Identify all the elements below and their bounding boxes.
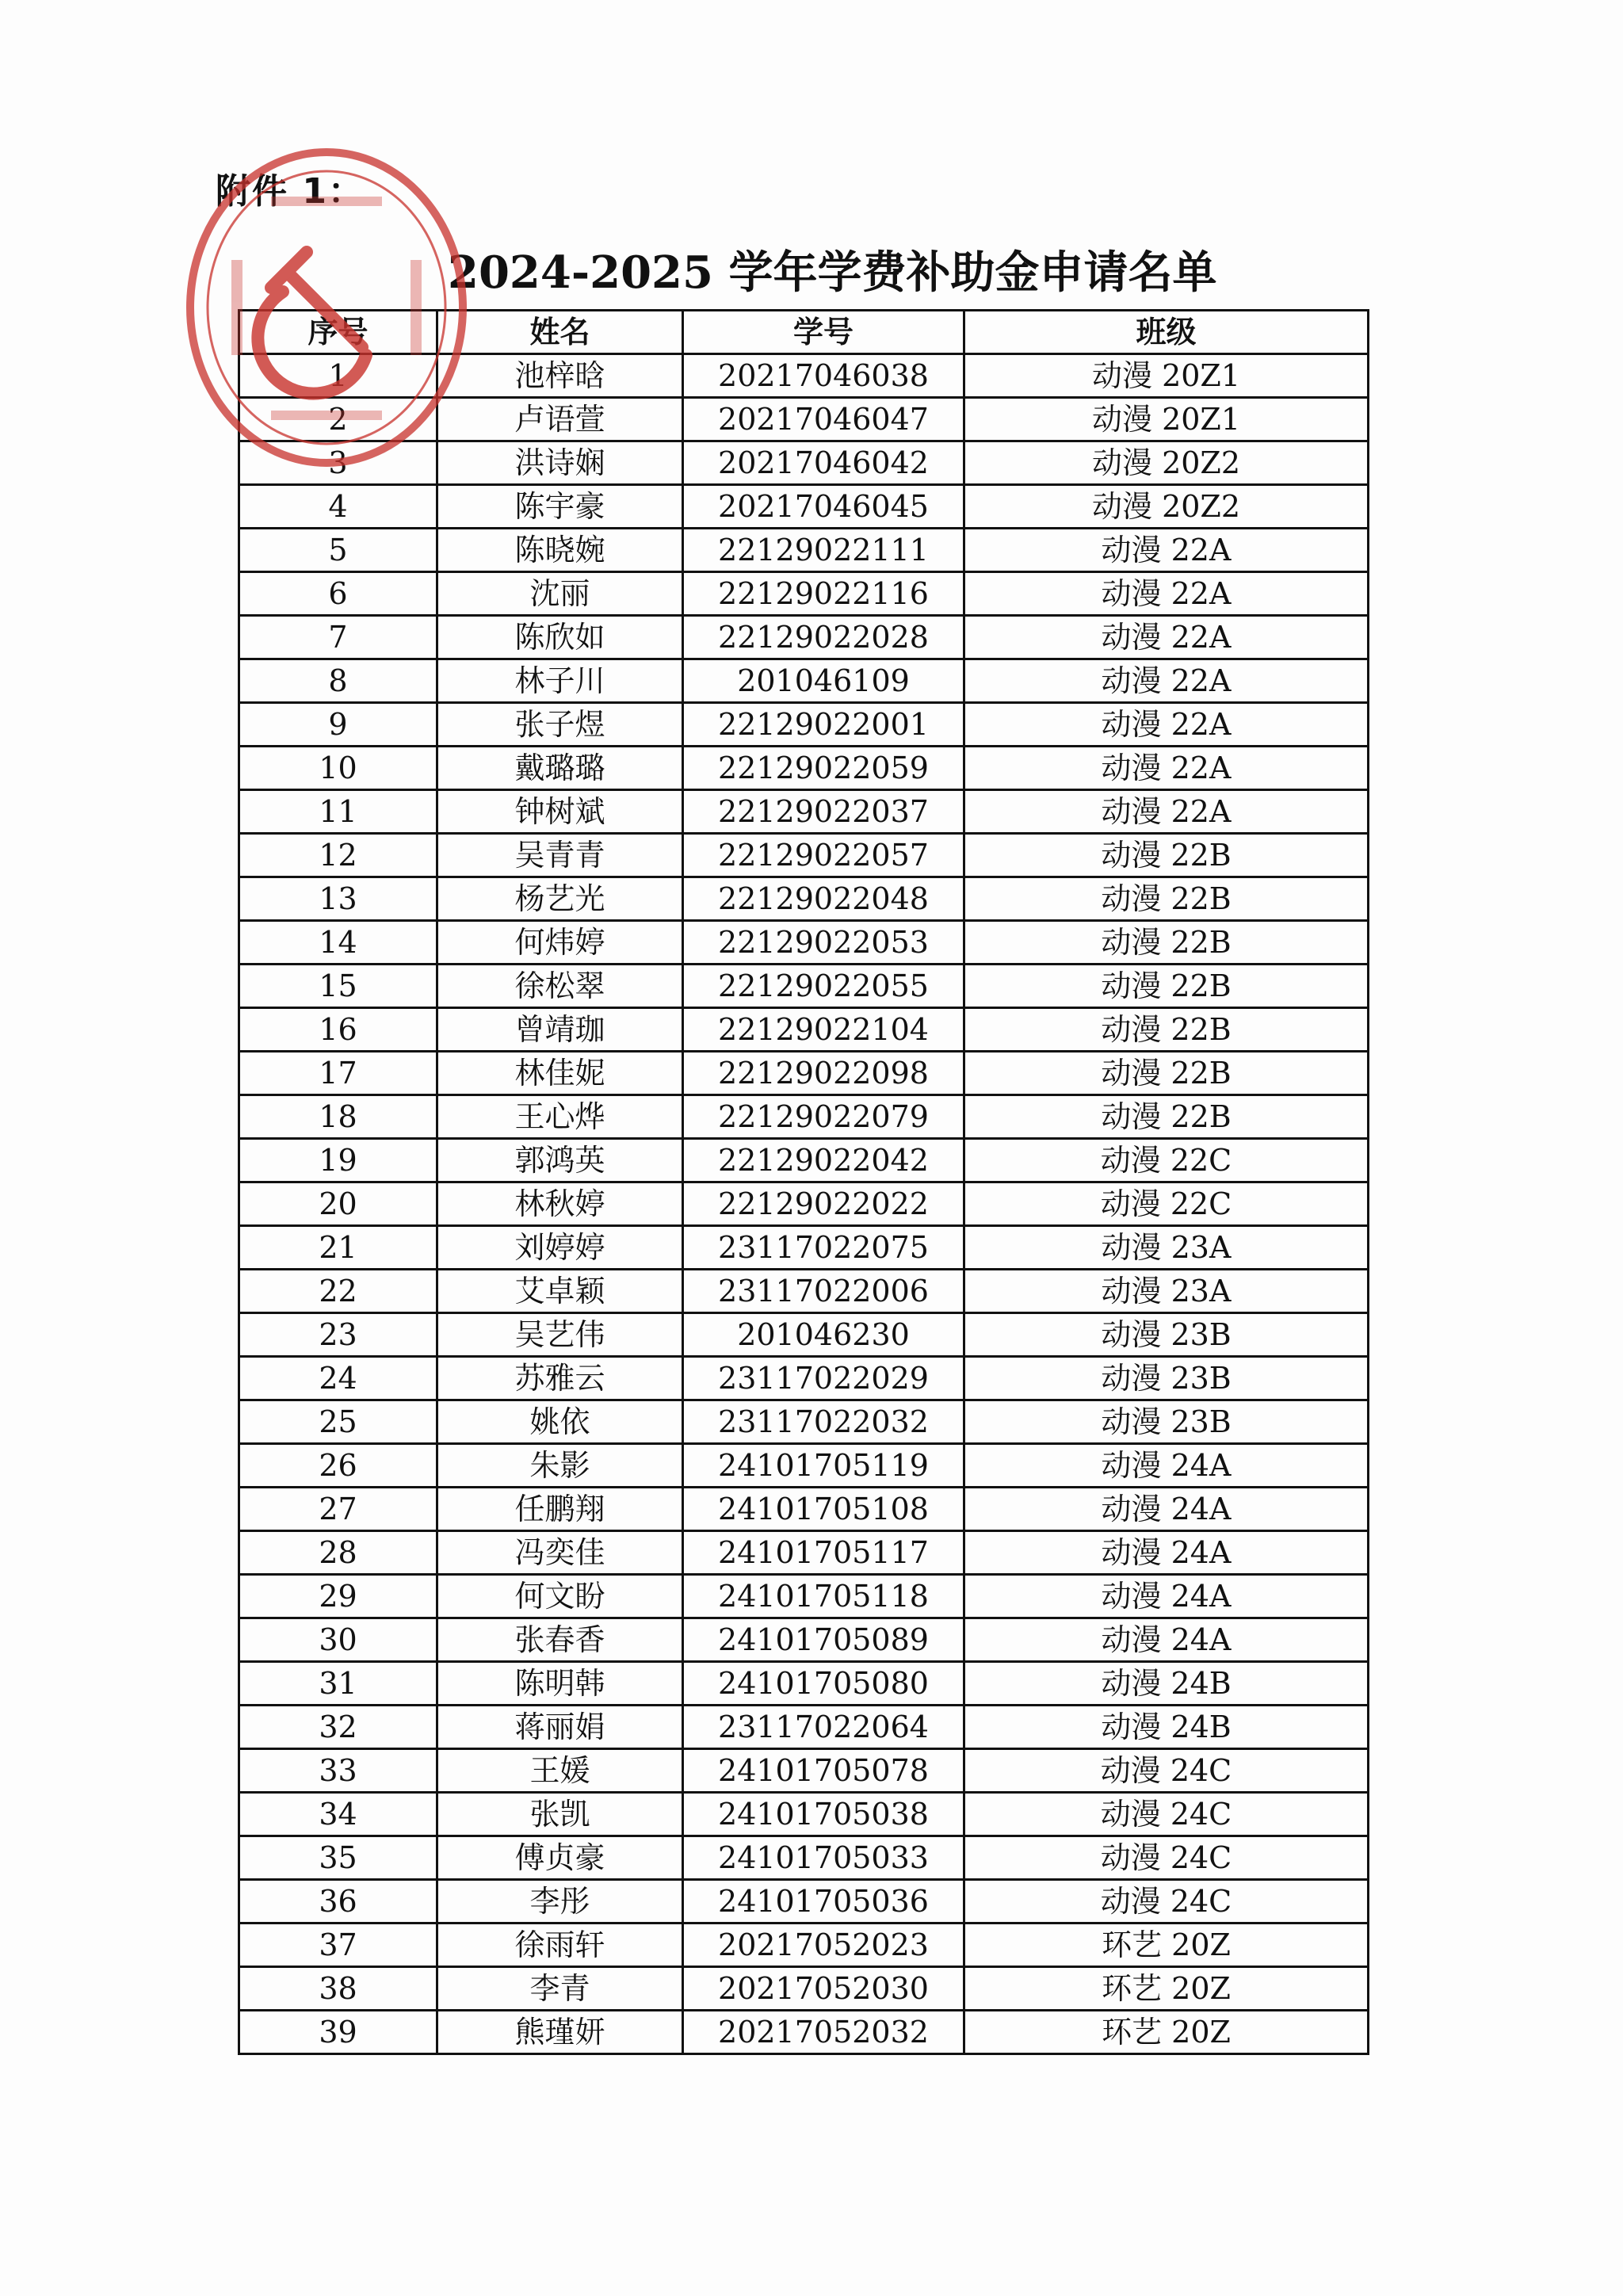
- cell-name: 何炜婷: [437, 921, 683, 965]
- table-row: [239, 1793, 1369, 1836]
- table-row: [239, 485, 1369, 529]
- cell-class: 动漫 22A: [964, 659, 1369, 703]
- table-row: [239, 529, 1369, 572]
- cell-no: 13: [239, 877, 437, 921]
- cell-student-id: 20217052032: [683, 2011, 964, 2054]
- document-title: 2024-2025 学年学费补助金申请名单: [448, 246, 1217, 299]
- cell-name: 郭鸿英: [437, 1139, 683, 1182]
- table-header-row: [239, 311, 1369, 354]
- cell-no: 30: [239, 1618, 437, 1662]
- cell-class: 动漫 24B: [964, 1706, 1369, 1749]
- cell-class: 动漫 22B: [964, 1052, 1369, 1095]
- cell-name: 徐松翠: [437, 965, 683, 1008]
- cell-student-id: 22129022055: [683, 965, 964, 1008]
- cell-student-id: 201046230: [683, 1313, 964, 1357]
- cell-name: 戴璐璐: [437, 747, 683, 790]
- cell-class: 动漫 22A: [964, 572, 1369, 616]
- table-row: [239, 790, 1369, 834]
- cell-student-id: 24101705036: [683, 1880, 964, 1924]
- cell-name: 钟树斌: [437, 790, 683, 834]
- cell-no: 25: [239, 1400, 437, 1444]
- table-row: [239, 1095, 1369, 1139]
- cell-name: 熊瑾妍: [437, 2011, 683, 2054]
- cell-student-id: 22129022048: [683, 877, 964, 921]
- cell-no: 29: [239, 1575, 437, 1618]
- cell-name: 张子煜: [437, 703, 683, 747]
- cell-class: 动漫 24B: [964, 1662, 1369, 1706]
- table-row: [239, 1924, 1369, 1967]
- cell-student-id: 20217046047: [683, 398, 964, 441]
- table-row: [239, 1357, 1369, 1400]
- cell-no: 11: [239, 790, 437, 834]
- table-row: [239, 747, 1369, 790]
- cell-student-id: 23117022006: [683, 1270, 964, 1313]
- cell-class: 动漫 22A: [964, 747, 1369, 790]
- cell-name: 姚依: [437, 1400, 683, 1444]
- cell-student-id: 23117022032: [683, 1400, 964, 1444]
- cell-class: 环艺 20Z: [964, 1967, 1369, 2011]
- cell-no: 4: [239, 485, 437, 529]
- cell-no: 10: [239, 747, 437, 790]
- cell-class: 动漫 24C: [964, 1749, 1369, 1793]
- cell-name: 卢语萱: [437, 398, 683, 441]
- header-student-id: 学号: [683, 311, 964, 354]
- table-row: [239, 1488, 1369, 1531]
- cell-name: 陈明韩: [437, 1662, 683, 1706]
- table-row: [239, 1575, 1369, 1618]
- cell-student-id: 22129022116: [683, 572, 964, 616]
- cell-student-id: 23117022075: [683, 1226, 964, 1270]
- cell-class: 动漫 22B: [964, 965, 1369, 1008]
- cell-class: 动漫 22A: [964, 616, 1369, 659]
- table-row: [239, 1967, 1369, 2011]
- cell-name: 刘婷婷: [437, 1226, 683, 1270]
- cell-no: 5: [239, 529, 437, 572]
- cell-class: 动漫 23A: [964, 1226, 1369, 1270]
- cell-no: 16: [239, 1008, 437, 1052]
- cell-name: 洪诗娴: [437, 441, 683, 485]
- cell-class: 动漫 24A: [964, 1488, 1369, 1531]
- table-row: [239, 572, 1369, 616]
- cell-no: 33: [239, 1749, 437, 1793]
- cell-name: 吴青青: [437, 834, 683, 877]
- table-row: [239, 877, 1369, 921]
- cell-name: 陈欣如: [437, 616, 683, 659]
- cell-no: 14: [239, 921, 437, 965]
- cell-name: 杨艺光: [437, 877, 683, 921]
- cell-name: 张凯: [437, 1793, 683, 1836]
- cell-name: 沈丽: [437, 572, 683, 616]
- cell-student-id: 22129022042: [683, 1139, 964, 1182]
- table-row: [239, 398, 1369, 441]
- cell-class: 动漫 24A: [964, 1531, 1369, 1575]
- cell-class: 动漫 24C: [964, 1836, 1369, 1880]
- cell-student-id: 20217046038: [683, 354, 964, 398]
- cell-student-id: 201046109: [683, 659, 964, 703]
- table-row: [239, 1880, 1369, 1924]
- table-row: [239, 1182, 1369, 1226]
- table-row: [239, 1444, 1369, 1488]
- cell-no: 9: [239, 703, 437, 747]
- cell-student-id: 23117022064: [683, 1706, 964, 1749]
- cell-class: 动漫 23B: [964, 1313, 1369, 1357]
- table-row: [239, 1008, 1369, 1052]
- cell-no: 37: [239, 1924, 437, 1967]
- table-row: [239, 834, 1369, 877]
- cell-class: 动漫 24A: [964, 1444, 1369, 1488]
- cell-student-id: 20217052023: [683, 1924, 964, 1967]
- cell-class: 动漫 22B: [964, 921, 1369, 965]
- table-row: [239, 1706, 1369, 1749]
- cell-name: 傅贞豪: [437, 1836, 683, 1880]
- cell-name: 朱影: [437, 1444, 683, 1488]
- cell-student-id: 20217052030: [683, 1967, 964, 2011]
- cell-class: 动漫 22C: [964, 1182, 1369, 1226]
- cell-class: 环艺 20Z: [964, 1924, 1369, 1967]
- table-row: [239, 616, 1369, 659]
- cell-no: 21: [239, 1226, 437, 1270]
- cell-no: 36: [239, 1880, 437, 1924]
- cell-student-id: 23117022029: [683, 1357, 964, 1400]
- cell-name: 林秋婷: [437, 1182, 683, 1226]
- cell-student-id: 22129022104: [683, 1008, 964, 1052]
- cell-class: 动漫 24C: [964, 1793, 1369, 1836]
- cell-no: 23: [239, 1313, 437, 1357]
- cell-no: 31: [239, 1662, 437, 1706]
- cell-no: 28: [239, 1531, 437, 1575]
- cell-name: 艾卓颖: [437, 1270, 683, 1313]
- table-row: [239, 1531, 1369, 1575]
- cell-student-id: 22129022053: [683, 921, 964, 965]
- table-row: [239, 441, 1369, 485]
- cell-no: 12: [239, 834, 437, 877]
- cell-student-id: 24101705117: [683, 1531, 964, 1575]
- cell-student-id: 24101705089: [683, 1618, 964, 1662]
- table-row: [239, 1749, 1369, 1793]
- cell-no: 1: [239, 354, 437, 398]
- cell-student-id: 24101705118: [683, 1575, 964, 1618]
- cell-name: 曾靖珈: [437, 1008, 683, 1052]
- cell-class: 动漫 22A: [964, 703, 1369, 747]
- cell-no: 38: [239, 1967, 437, 2011]
- table-row: [239, 1400, 1369, 1444]
- table-row: [239, 1270, 1369, 1313]
- cell-name: 李彤: [437, 1880, 683, 1924]
- cell-name: 蒋丽娟: [437, 1706, 683, 1749]
- cell-name: 冯奕佳: [437, 1531, 683, 1575]
- cell-student-id: 24101705108: [683, 1488, 964, 1531]
- cell-no: 17: [239, 1052, 437, 1095]
- header-class: 班级: [964, 311, 1369, 354]
- cell-class: 动漫 24C: [964, 1880, 1369, 1924]
- header-name: 姓名: [437, 311, 683, 354]
- table-row: [239, 1836, 1369, 1880]
- cell-student-id: 22129022098: [683, 1052, 964, 1095]
- cell-name: 何文盼: [437, 1575, 683, 1618]
- cell-class: 动漫 22A: [964, 529, 1369, 572]
- table-row: [239, 1226, 1369, 1270]
- header-no: 序号: [239, 311, 437, 354]
- cell-name: 吴艺伟: [437, 1313, 683, 1357]
- cell-no: 15: [239, 965, 437, 1008]
- table-row: [239, 921, 1369, 965]
- cell-class: 动漫 22B: [964, 877, 1369, 921]
- cell-no: 19: [239, 1139, 437, 1182]
- table-row: [239, 1313, 1369, 1357]
- cell-no: 22: [239, 1270, 437, 1313]
- cell-student-id: 22129022079: [683, 1095, 964, 1139]
- table-body: [239, 354, 1369, 2054]
- cell-student-id: 24101705080: [683, 1662, 964, 1706]
- table-row: [239, 1052, 1369, 1095]
- cell-name: 李青: [437, 1967, 683, 2011]
- cell-no: 2: [239, 398, 437, 441]
- table-row: [239, 659, 1369, 703]
- table-row: [239, 1662, 1369, 1706]
- cell-student-id: 22129022111: [683, 529, 964, 572]
- cell-name: 池梓晗: [437, 354, 683, 398]
- cell-class: 动漫 23B: [964, 1357, 1369, 1400]
- cell-student-id: 20217046042: [683, 441, 964, 485]
- cell-class: 动漫 23B: [964, 1400, 1369, 1444]
- cell-class: 动漫 24A: [964, 1575, 1369, 1618]
- cell-no: 27: [239, 1488, 437, 1531]
- cell-no: 3: [239, 441, 437, 485]
- table-row: [239, 1139, 1369, 1182]
- cell-student-id: 22129022059: [683, 747, 964, 790]
- cell-no: 34: [239, 1793, 437, 1836]
- cell-class: 环艺 20Z: [964, 2011, 1369, 2054]
- cell-student-id: 22129022057: [683, 834, 964, 877]
- cell-class: 动漫 20Z2: [964, 485, 1369, 529]
- cell-class: 动漫 22C: [964, 1139, 1369, 1182]
- cell-student-id: 22129022022: [683, 1182, 964, 1226]
- cell-name: 苏雅云: [437, 1357, 683, 1400]
- cell-name: 陈宇豪: [437, 485, 683, 529]
- cell-name: 王心烨: [437, 1095, 683, 1139]
- cell-student-id: 22129022028: [683, 616, 964, 659]
- table-row: [239, 703, 1369, 747]
- table-row: [239, 2011, 1369, 2054]
- cell-class: 动漫 22A: [964, 790, 1369, 834]
- subsidy-roster-table: [238, 309, 1369, 2055]
- cell-no: 8: [239, 659, 437, 703]
- cell-no: 32: [239, 1706, 437, 1749]
- cell-no: 24: [239, 1357, 437, 1400]
- table-row: [239, 354, 1369, 398]
- cell-student-id: 24101705078: [683, 1749, 964, 1793]
- cell-class: 动漫 22B: [964, 1008, 1369, 1052]
- cell-class: 动漫 20Z1: [964, 398, 1369, 441]
- table-row: [239, 965, 1369, 1008]
- cell-student-id: 22129022001: [683, 703, 964, 747]
- cell-no: 7: [239, 616, 437, 659]
- cell-name: 任鹏翔: [437, 1488, 683, 1531]
- cell-no: 20: [239, 1182, 437, 1226]
- cell-class: 动漫 20Z1: [964, 354, 1369, 398]
- cell-class: 动漫 22B: [964, 1095, 1369, 1139]
- attachment-label: 附件 1：: [216, 171, 365, 212]
- cell-name: 陈晓婉: [437, 529, 683, 572]
- cell-student-id: 20217046045: [683, 485, 964, 529]
- cell-student-id: 24101705038: [683, 1793, 964, 1836]
- cell-student-id: 22129022037: [683, 790, 964, 834]
- table-row: [239, 1618, 1369, 1662]
- cell-class: 动漫 20Z2: [964, 441, 1369, 485]
- cell-no: 6: [239, 572, 437, 616]
- cell-name: 张春香: [437, 1618, 683, 1662]
- cell-student-id: 24101705033: [683, 1836, 964, 1880]
- cell-name: 林子川: [437, 659, 683, 703]
- cell-class: 动漫 22B: [964, 834, 1369, 877]
- cell-no: 35: [239, 1836, 437, 1880]
- cell-name: 王媛: [437, 1749, 683, 1793]
- cell-student-id: 24101705119: [683, 1444, 964, 1488]
- cell-no: 39: [239, 2011, 437, 2054]
- cell-class: 动漫 24A: [964, 1618, 1369, 1662]
- cell-no: 18: [239, 1095, 437, 1139]
- cell-name: 林佳妮: [437, 1052, 683, 1095]
- cell-no: 26: [239, 1444, 437, 1488]
- cell-name: 徐雨轩: [437, 1924, 683, 1967]
- cell-class: 动漫 23A: [964, 1270, 1369, 1313]
